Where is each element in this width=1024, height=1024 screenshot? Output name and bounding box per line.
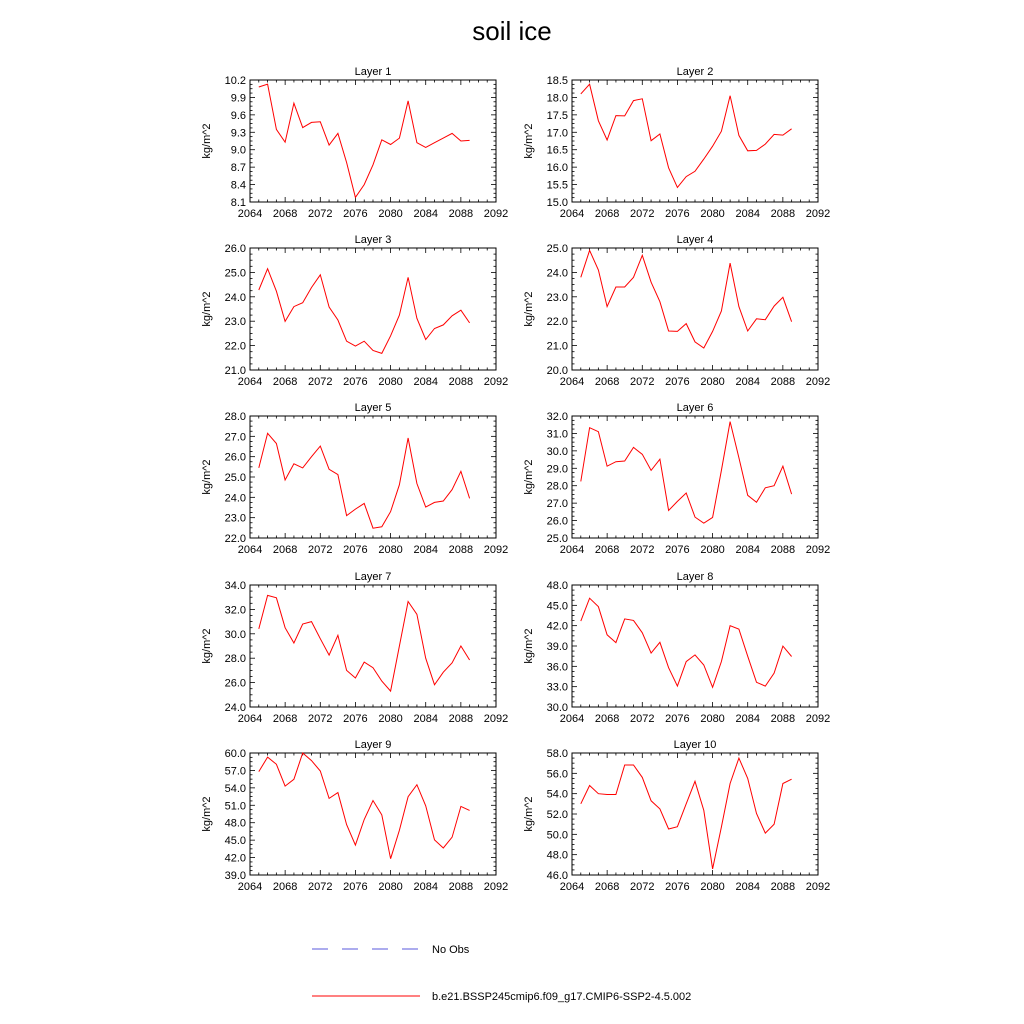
x-tick-label: 2080 bbox=[700, 544, 725, 556]
x-tick-label: 2080 bbox=[378, 881, 403, 893]
y-tick-label: 18.0 bbox=[546, 92, 568, 105]
x-tick-label: 2072 bbox=[630, 713, 655, 725]
y-tick-label: 42.0 bbox=[546, 620, 568, 633]
x-tick-label: 2072 bbox=[630, 544, 655, 556]
x-tick-label: 2068 bbox=[594, 544, 620, 556]
y-tick-label: 23.0 bbox=[224, 512, 246, 525]
x-tick-label: 2088 bbox=[448, 544, 474, 556]
x-tick-label: 2084 bbox=[413, 713, 438, 725]
y-tick-label: 29.0 bbox=[546, 463, 568, 476]
x-tick-label: 2084 bbox=[735, 376, 760, 388]
x-tick-label: 2080 bbox=[700, 713, 725, 725]
x-tick-label: 2092 bbox=[483, 544, 509, 556]
panel-title: Layer 7 bbox=[354, 571, 392, 583]
x-tick-label: 2072 bbox=[308, 208, 333, 220]
y-tick-label: 21.0 bbox=[546, 340, 568, 353]
y-tick-label: 23.0 bbox=[546, 291, 568, 304]
x-tick-label: 2068 bbox=[272, 881, 298, 893]
panel-title: Layer 8 bbox=[676, 571, 714, 583]
x-tick-label: 2092 bbox=[805, 713, 831, 725]
y-tick-label: 20.0 bbox=[546, 365, 568, 377]
y-tick-label: 50.0 bbox=[546, 829, 568, 842]
y-tick-label: 42.0 bbox=[224, 852, 246, 865]
x-tick-label: 2064 bbox=[559, 713, 585, 725]
panel-title: Layer 4 bbox=[676, 234, 714, 246]
y-tick-label: 23.0 bbox=[224, 316, 246, 329]
x-tick-label: 2084 bbox=[735, 881, 760, 893]
y-tick-label: 22.0 bbox=[546, 316, 568, 329]
y-tick-label: 27.0 bbox=[224, 431, 246, 444]
panel-title: Layer 6 bbox=[676, 402, 714, 414]
x-tick-label: 2068 bbox=[272, 713, 298, 725]
x-tick-label: 2072 bbox=[630, 881, 655, 893]
y-axis-label: kg/m^2 bbox=[523, 459, 535, 495]
x-tick-label: 2080 bbox=[378, 376, 403, 388]
x-tick-label: 2064 bbox=[237, 544, 263, 556]
x-tick-label: 2072 bbox=[630, 376, 655, 388]
y-tick-label: 36.0 bbox=[546, 661, 568, 674]
x-tick-label: 2092 bbox=[483, 376, 509, 388]
x-tick-label: 2080 bbox=[700, 881, 725, 893]
x-tick-label: 2064 bbox=[237, 713, 263, 725]
x-tick-label: 2076 bbox=[343, 208, 368, 220]
y-tick-label: 30.0 bbox=[546, 702, 568, 714]
x-tick-label: 2080 bbox=[378, 208, 403, 220]
y-axis-label: kg/m^2 bbox=[523, 628, 535, 664]
y-tick-label: 32.0 bbox=[546, 411, 568, 423]
x-tick-label: 2064 bbox=[237, 881, 263, 893]
x-tick-label: 2064 bbox=[559, 376, 585, 388]
x-tick-label: 2092 bbox=[805, 544, 831, 556]
y-tick-label: 52.0 bbox=[546, 809, 568, 821]
y-tick-label: 24.0 bbox=[224, 291, 246, 304]
y-tick-label: 21.0 bbox=[224, 365, 246, 377]
y-tick-label: 26.0 bbox=[546, 515, 568, 528]
panel-title: Layer 10 bbox=[673, 739, 717, 751]
y-tick-label: 48.0 bbox=[546, 580, 568, 592]
x-tick-label: 2088 bbox=[448, 376, 474, 388]
x-tick-label: 2092 bbox=[483, 713, 509, 725]
y-tick-label: 17.0 bbox=[546, 127, 568, 140]
y-axis-label: kg/m^2 bbox=[201, 796, 213, 832]
x-tick-label: 2080 bbox=[378, 713, 403, 725]
y-tick-label: 25.0 bbox=[546, 533, 568, 545]
y-tick-label: 32.0 bbox=[224, 604, 246, 617]
x-tick-label: 2064 bbox=[237, 208, 263, 220]
x-tick-label: 2072 bbox=[308, 881, 333, 893]
y-tick-label: 8.7 bbox=[230, 162, 246, 175]
y-tick-label: 28.0 bbox=[546, 480, 568, 493]
y-tick-label: 22.0 bbox=[224, 533, 246, 545]
y-tick-label: 25.0 bbox=[224, 267, 246, 280]
y-tick-label: 58.0 bbox=[546, 748, 568, 760]
x-tick-label: 2072 bbox=[308, 544, 333, 556]
x-tick-label: 2084 bbox=[735, 713, 760, 725]
x-tick-label: 2084 bbox=[735, 208, 760, 220]
x-tick-label: 2088 bbox=[770, 376, 796, 388]
y-tick-label: 22.0 bbox=[224, 340, 246, 353]
y-tick-label: 17.5 bbox=[546, 109, 568, 122]
x-tick-label: 2076 bbox=[665, 881, 690, 893]
x-tick-label: 2092 bbox=[805, 208, 831, 220]
x-tick-label: 2076 bbox=[343, 713, 368, 725]
y-tick-label: 54.0 bbox=[546, 788, 568, 801]
y-tick-label: 45.0 bbox=[224, 835, 246, 848]
y-tick-label: 56.0 bbox=[546, 768, 568, 781]
x-tick-label: 2084 bbox=[413, 208, 438, 220]
y-axis-label: kg/m^2 bbox=[201, 459, 213, 495]
x-tick-label: 2064 bbox=[237, 376, 263, 388]
y-tick-label: 25.0 bbox=[546, 243, 568, 255]
y-tick-label: 46.0 bbox=[546, 870, 568, 882]
y-tick-label: 31.0 bbox=[546, 428, 568, 441]
y-tick-label: 33.0 bbox=[546, 681, 568, 694]
y-tick-label: 26.0 bbox=[224, 243, 246, 255]
x-tick-label: 2084 bbox=[413, 881, 438, 893]
x-tick-label: 2084 bbox=[735, 544, 760, 556]
panel-title: Layer 1 bbox=[354, 66, 392, 78]
y-tick-label: 25.0 bbox=[224, 472, 246, 484]
y-tick-label: 24.0 bbox=[224, 492, 246, 505]
legend-obs-label: No Obs bbox=[432, 944, 470, 956]
x-tick-label: 2084 bbox=[413, 376, 438, 388]
x-tick-label: 2088 bbox=[448, 208, 474, 220]
y-axis-label: kg/m^2 bbox=[201, 123, 213, 159]
y-axis-label: kg/m^2 bbox=[523, 291, 535, 327]
y-tick-label: 45.0 bbox=[546, 600, 568, 613]
x-tick-label: 2068 bbox=[272, 544, 298, 556]
y-tick-label: 8.1 bbox=[230, 197, 246, 209]
y-tick-label: 24.0 bbox=[546, 267, 568, 280]
y-axis-label: kg/m^2 bbox=[523, 123, 535, 159]
y-tick-label: 48.0 bbox=[546, 849, 568, 862]
x-tick-label: 2068 bbox=[594, 881, 620, 893]
y-tick-label: 26.0 bbox=[224, 451, 246, 464]
x-tick-label: 2068 bbox=[272, 376, 298, 388]
y-tick-label: 57.0 bbox=[224, 765, 246, 778]
y-tick-label: 16.0 bbox=[546, 162, 568, 175]
y-tick-label: 48.0 bbox=[224, 817, 246, 830]
x-tick-label: 2076 bbox=[343, 544, 368, 556]
x-tick-label: 2088 bbox=[448, 881, 474, 893]
y-tick-label: 9.9 bbox=[230, 92, 246, 105]
y-tick-label: 28.0 bbox=[224, 411, 246, 423]
x-tick-label: 2064 bbox=[559, 881, 585, 893]
y-tick-label: 30.0 bbox=[546, 445, 568, 458]
x-tick-label: 2088 bbox=[770, 544, 796, 556]
y-tick-label: 8.4 bbox=[230, 179, 246, 192]
y-tick-label: 39.0 bbox=[546, 641, 568, 653]
x-tick-label: 2092 bbox=[805, 881, 831, 893]
x-tick-label: 2084 bbox=[413, 544, 438, 556]
y-tick-label: 26.0 bbox=[224, 677, 246, 690]
x-tick-label: 2076 bbox=[665, 713, 690, 725]
x-tick-label: 2076 bbox=[665, 208, 690, 220]
y-tick-label: 34.0 bbox=[224, 580, 246, 592]
x-tick-label: 2088 bbox=[770, 713, 796, 725]
panel-title: Layer 9 bbox=[354, 739, 392, 751]
y-tick-label: 16.5 bbox=[546, 144, 568, 157]
y-tick-label: 10.2 bbox=[224, 75, 246, 87]
x-tick-label: 2076 bbox=[343, 376, 368, 388]
y-tick-label: 24.0 bbox=[224, 702, 246, 714]
x-tick-label: 2076 bbox=[343, 881, 368, 893]
y-tick-label: 9.6 bbox=[230, 109, 246, 122]
y-tick-label: 18.5 bbox=[546, 75, 568, 87]
panel-title: Layer 2 bbox=[676, 66, 714, 78]
x-tick-label: 2080 bbox=[378, 544, 403, 556]
y-tick-label: 39.0 bbox=[224, 870, 246, 882]
x-tick-label: 2080 bbox=[700, 376, 725, 388]
x-tick-label: 2068 bbox=[594, 208, 620, 220]
panel-title: Layer 5 bbox=[354, 402, 392, 414]
y-tick-label: 27.0 bbox=[546, 498, 568, 511]
panel-title: Layer 3 bbox=[354, 234, 392, 246]
x-tick-label: 2072 bbox=[630, 208, 655, 220]
y-tick-label: 30.0 bbox=[224, 628, 246, 641]
y-axis-label: kg/m^2 bbox=[201, 628, 213, 664]
x-tick-label: 2076 bbox=[665, 376, 690, 388]
y-tick-label: 15.0 bbox=[546, 197, 568, 209]
y-tick-label: 9.0 bbox=[230, 144, 246, 157]
x-tick-label: 2064 bbox=[559, 208, 585, 220]
y-tick-label: 60.0 bbox=[224, 748, 246, 760]
x-tick-label: 2092 bbox=[483, 208, 509, 220]
y-tick-label: 9.3 bbox=[230, 127, 246, 140]
x-tick-label: 2076 bbox=[665, 544, 690, 556]
y-tick-label: 28.0 bbox=[224, 653, 246, 666]
y-tick-label: 54.0 bbox=[224, 782, 246, 795]
y-tick-label: 51.0 bbox=[224, 800, 246, 813]
legend-model-label: b.e21.BSSP245cmip6.f09_g17.CMIP6-SSP2-4.5.002 bbox=[432, 991, 692, 1003]
x-tick-label: 2068 bbox=[594, 376, 620, 388]
x-tick-label: 2092 bbox=[483, 881, 509, 893]
x-tick-label: 2068 bbox=[272, 208, 298, 220]
x-tick-label: 2072 bbox=[308, 376, 333, 388]
x-tick-label: 2072 bbox=[308, 713, 333, 725]
x-tick-label: 2080 bbox=[700, 208, 725, 220]
y-axis-label: kg/m^2 bbox=[201, 291, 213, 327]
y-tick-label: 15.5 bbox=[546, 179, 568, 192]
x-tick-label: 2088 bbox=[770, 208, 796, 220]
main-title: soil ice bbox=[472, 16, 552, 46]
x-tick-label: 2064 bbox=[559, 544, 585, 556]
x-tick-label: 2088 bbox=[770, 881, 796, 893]
y-axis-label: kg/m^2 bbox=[523, 796, 535, 832]
x-tick-label: 2088 bbox=[448, 713, 474, 725]
x-tick-label: 2092 bbox=[805, 376, 831, 388]
x-tick-label: 2068 bbox=[594, 713, 620, 725]
